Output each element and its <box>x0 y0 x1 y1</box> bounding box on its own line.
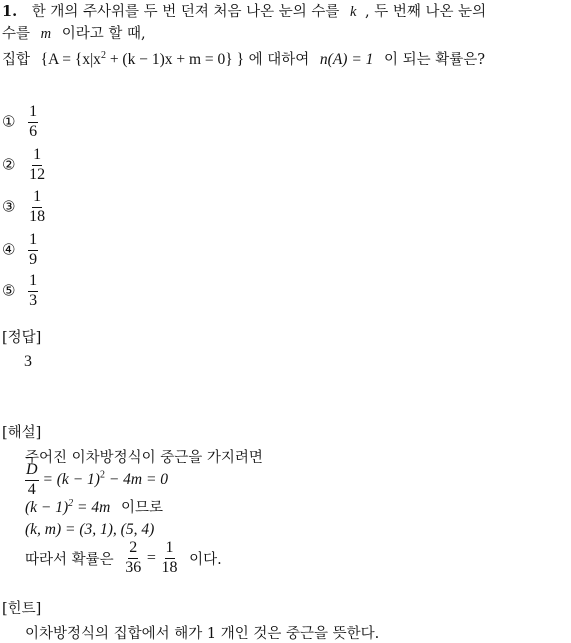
question-text-2b: 이라고 할 때, <box>61 26 146 42</box>
explanation-line-2: $\frac{D}{4}$ = $(k - 1)^2 - 4m = 0$ <box>26 461 169 498</box>
var-k: k <box>349 4 357 20</box>
choice-5[interactable] <box>2 273 38 310</box>
choice-3[interactable] <box>2 189 46 226</box>
question-text-3c: 이 되는 확률은? <box>384 52 486 68</box>
choice-1[interactable] <box>2 104 38 141</box>
hint-text: 이차방정식의 집합에서 해가 1 개인 것은 중근을 뜻한다. <box>25 626 380 642</box>
question-text-1a: 한 개의 주사위를 두 번 던져 처음 나온 눈의 수를 <box>31 4 340 20</box>
set-expression: {$A = \{x|x^2 + (k - 1)x + m = 0\}$ } <box>40 49 245 68</box>
result-fraction: $\frac{1}{18}$ <box>161 539 178 576</box>
question-text-3a: 집합 <box>2 52 31 68</box>
question-number: 1. <box>2 3 18 20</box>
choice-fraction: $\frac{1}{6}$ <box>29 103 38 140</box>
question-line-3 <box>2 48 485 69</box>
choice-fraction: $\frac{1}{18}$ <box>29 188 46 225</box>
explanation-line-4: (k, m) = (3, 1), (5, 4) <box>25 521 155 538</box>
question-line-1 <box>2 0 486 21</box>
choice-mark: ⑤ <box>2 281 16 300</box>
choice-mark: ③ <box>2 197 16 216</box>
condition-expression: n(A) = 1 <box>319 51 374 68</box>
choice-mark: ④ <box>2 240 16 259</box>
choice-fraction: $\frac{1}{3}$ <box>29 272 38 309</box>
hint-label: [힌트] <box>2 601 42 617</box>
explanation-line-5: 따라서 확률은 $\frac{2}{36}$ = $\frac{1}{18}$ 이다. <box>25 539 222 576</box>
question-line-2 <box>2 22 146 43</box>
choice-4[interactable] <box>2 232 38 269</box>
probability-fraction: $\frac{2}{36}$ <box>125 539 142 576</box>
choice-2[interactable] <box>2 147 46 184</box>
explanation-label: [해설] <box>2 425 42 441</box>
choice-fraction: $\frac{1}{9}$ <box>29 231 38 268</box>
choice-fraction: $\frac{1}{12}$ <box>29 146 46 183</box>
discriminant-fraction: $\frac{D}{4}$ <box>26 461 38 498</box>
explanation-line-1: 주어진 이차방정식이 중근을 가지려면 <box>25 450 263 466</box>
answer-value: 3 <box>24 353 32 370</box>
var-m: m <box>40 26 52 42</box>
question-text-3b: 에 대하여 <box>248 52 310 68</box>
question-text-1b: , 두 번째 나온 눈의 <box>365 4 487 20</box>
explanation-line-3: $(k - 1)^2 = 4m$ 이므로 <box>25 497 163 516</box>
answer-label: [정답] <box>2 330 42 346</box>
choice-mark: ② <box>2 155 16 174</box>
choice-mark: ① <box>2 112 16 131</box>
question-text-2a: 수를 <box>2 26 31 42</box>
